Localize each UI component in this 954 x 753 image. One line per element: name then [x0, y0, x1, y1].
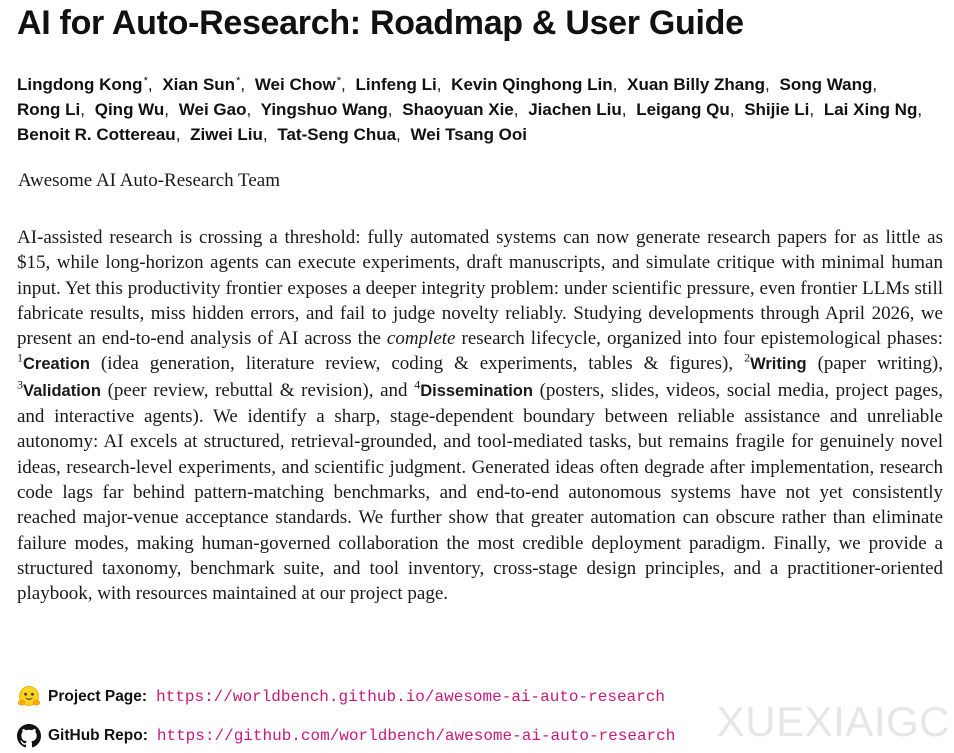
abstract — [17, 225, 943, 606]
github-icon — [17, 724, 41, 748]
phase-creation: Creation — [23, 355, 90, 374]
author-name-text: Rong Li — [17, 100, 81, 119]
author-name-text: Wei Gao — [178, 100, 247, 119]
author-name: Song Wang, — [779, 75, 878, 94]
github-repo-link[interactable]: https://github.com/worldbench/awesome-ai-auto-research — [156, 727, 676, 745]
author-name-text: Jiachen Liu — [528, 100, 622, 119]
paper-title: AI for Auto-Research: Roadmap & User Guide — [17, 4, 744, 42]
github-repo-row — [17, 724, 675, 748]
abstract-text-3: We identify a sharp, stage-dependent boundary between reliable assistance and unreliable autonomy: AI excels at structured, retrieval-grounded, and tool-mediated tasks, but remains fragile for genuinely novel ideas, research-level experiments, and scientific judgment. Generated ideas often degrade after implementation, research code lags far behind pattern-matching benchmarks, and end-to-end autonomous systems have not yet consistently reached major-venue acceptance standards. We further show that greater automation can obscure rather than eliminate failure modes, making human-governed collaboration the most credible deployment paradigm. Finally, we provide a structured taxonomy, benchmark suite, and tool inventory, cross-stage design principles, and a practitioner-oriented playbook, with resources maintained at our project page. — [17, 406, 943, 605]
author-name: Shaoyuan Xie, — [402, 100, 519, 119]
phase-description: (peer review, rebuttal & revision), and — [100, 379, 415, 401]
author-name-text: Yingshuo Wang — [260, 100, 388, 119]
watermark: XUEXIAIGC — [716, 698, 950, 745]
phase-dissemination: Dissemination — [420, 381, 533, 400]
phase-description: (paper writing), — [806, 353, 944, 375]
author-name: Rong Li, — [17, 100, 85, 119]
author-name-text: Benoit R. Cottereau — [17, 125, 176, 144]
equal-contribution-mark: * — [143, 75, 148, 87]
author-name: Ziwei Liu, — [190, 125, 268, 144]
author-name: Xuan Billy Zhang, — [627, 75, 770, 94]
author-name: Lai Xing Ng, — [823, 100, 923, 119]
project-page-link[interactable]: https://worldbench.github.io/awesome-ai-auto-research — [156, 688, 665, 706]
author-name-text: Song Wang — [779, 75, 873, 94]
author-name: Wei Chow*, — [254, 75, 346, 94]
author-name-text: Tat-Seng Chua — [277, 125, 397, 144]
phase-description: (posters, slides, videos, social media, project pages, and interactive agents). — [17, 379, 943, 428]
author-name-text: Ziwei Liu — [190, 125, 263, 144]
abstract-text-2: research lifecycle, organized into four epistemological phases: — [455, 328, 943, 350]
phase-writing: Writing — [750, 355, 807, 374]
author-name: Jiachen Liu, — [528, 100, 627, 119]
github-repo-label: GitHub Repo: — [48, 727, 148, 744]
author-name-text: Xian Sun — [162, 75, 236, 94]
abstract-text-1: AI-assisted research is crossing a threshold: fully automated systems can now generate research papers for as little as $15, while long-horizon agents can execute experiments, draft manuscripts, and simulate critique with minimal human input. Yet this productivity frontier exposes a deeper integrity problem: under scientific pressure, even frontier LLMs still fabricate results, miss hidden errors, and fail to judge novelty reliably. Studying developments through April 2026, we present an end-to-end analysis of AI across the — [17, 227, 943, 350]
author-name: Wei Gao, — [178, 100, 252, 119]
author-name: Leigang Qu, — [636, 100, 735, 119]
project-page-row — [17, 685, 665, 709]
author-name-text: Shaoyuan Xie — [402, 100, 514, 119]
equal-contribution-mark: * — [336, 75, 342, 87]
author-name-text: Xuan Billy Zhang — [627, 75, 766, 94]
author-name: Kevin Qinghong Lin, — [451, 75, 618, 94]
phase-number: 4 — [414, 377, 421, 392]
author-name-text: Leigang Qu — [636, 100, 730, 119]
author-name-text: Wei Tsang Ooi — [410, 125, 528, 144]
phase-number: 3 — [17, 377, 23, 392]
author-name: Linfeng Li, — [355, 75, 442, 94]
hugging-face-icon — [17, 685, 41, 709]
author-name-text: Wei Chow — [254, 75, 336, 94]
author-name: Benoit R. Cottereau, — [17, 125, 181, 144]
author-name: Lingdong Kong*, — [17, 75, 153, 94]
author-name-text: Linfeng Li — [355, 75, 437, 94]
author-list — [17, 72, 947, 147]
phase-description: (idea generation, literature review, coding & experiments, tables & figures), — [89, 353, 745, 375]
equal-contribution-mark: * — [236, 75, 241, 87]
author-name-text: Lai Xing Ng — [823, 100, 918, 119]
phase-validation: Validation — [23, 381, 101, 400]
author-name: Shijie Li, — [744, 100, 815, 119]
author-name — [411, 125, 528, 144]
author-name: Qing Wu, — [94, 100, 170, 119]
author-name: Tat-Seng Chua, — [277, 125, 401, 144]
phase-number: 2 — [744, 351, 751, 366]
author-name-text: Qing Wu — [94, 100, 165, 119]
abstract-emphasis: complete — [386, 328, 456, 350]
author-name-text: Lingdong Kong — [17, 75, 143, 94]
project-page-label: Project Page: — [48, 688, 148, 705]
team-affiliation: Awesome AI Auto-Research Team — [18, 170, 280, 191]
author-name: Xian Sun*, — [162, 75, 246, 94]
phase-number: 1 — [17, 351, 23, 366]
author-name: Yingshuo Wang, — [260, 100, 393, 119]
author-name-text: Shijie Li — [744, 100, 810, 119]
author-name-text: Kevin Qinghong Lin — [451, 75, 613, 94]
